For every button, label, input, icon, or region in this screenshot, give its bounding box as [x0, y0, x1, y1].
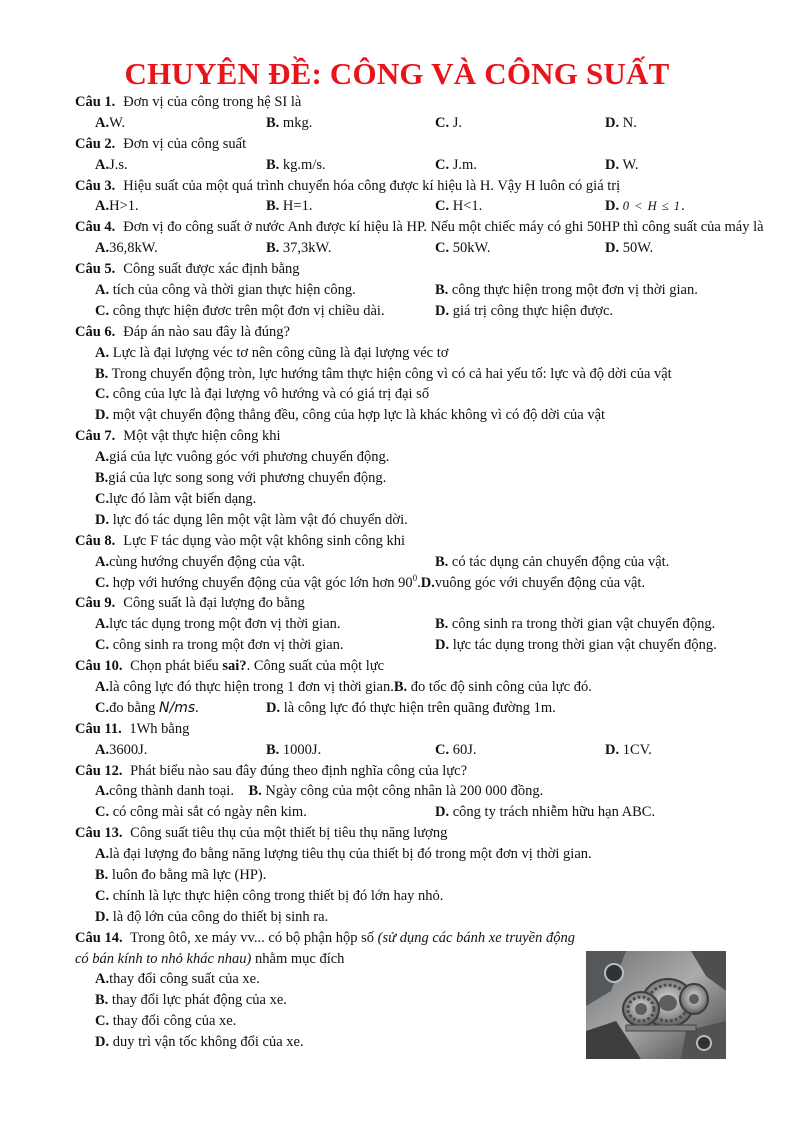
question-number: Câu 5. — [75, 261, 116, 278]
options-row — [75, 301, 765, 322]
option-d[interactable]: D.vuông góc với chuyển động của vật. — [420, 574, 646, 591]
option-c[interactable]: C. hợp với hướng chuyển động của vật góc lớn hơn $90^0$. — [95, 572, 421, 591]
question-text-tail: . Công suất của một lực — [246, 658, 385, 675]
option-a[interactable]: A.công thành danh toại. — [95, 783, 234, 800]
option-a[interactable]: A.H>1. — [95, 198, 139, 215]
option-c[interactable]: C. có công mài sắt có ngày nên kim. — [95, 804, 307, 821]
question-number: Câu 4. — [75, 219, 116, 236]
option-a[interactable]: A. Lực là đại lượng véc tơ nên công cũng là đại lượng véc tơ — [95, 344, 449, 361]
options-row — [75, 155, 765, 176]
question-8 — [75, 531, 765, 552]
question-11 — [75, 719, 765, 740]
options-row — [75, 781, 765, 802]
option-c[interactable]: C. 60J. — [435, 741, 477, 758]
option-a[interactable]: A.giá của lực vuông góc với phương chuyển động. — [95, 449, 390, 466]
question-note: (sử dụng các bánh xe truyền động có bán kính to nhỏ khác nhau) — [75, 929, 575, 967]
options-row — [75, 740, 765, 761]
option-c[interactable]: C.lực đó làm vật biến dạng. — [95, 490, 257, 507]
emphasis: sai? — [222, 658, 247, 675]
option-b[interactable]: B.giá của lực song song với phương chuyển động. — [95, 470, 387, 487]
question-number: Câu 7. — [75, 428, 116, 445]
option-b[interactable]: B. thay đổi lực phát động của xe. — [95, 992, 287, 1009]
question-number: Câu 8. — [75, 532, 116, 549]
question-number: Câu 6. — [75, 323, 116, 340]
option-a[interactable]: A.là đại lượng đo bằng năng lượng tiêu thụ của thiết bị đó trong một đơn vị thời gian. — [95, 846, 592, 863]
option-d[interactable]: D. giá trị công thực hiện được. — [435, 302, 614, 319]
option-c[interactable]: C. 50kW. — [435, 240, 491, 257]
options-row — [75, 196, 765, 217]
question-text: Đơn vị của công trong hệ SI là — [123, 94, 302, 110]
question-text: Công suất tiêu thụ của một thiết bị tiêu thụ năng lượng — [126, 825, 448, 842]
option-c[interactable]: C. công sinh ra trong một đơn vị thời gian. — [95, 637, 344, 654]
option-d[interactable]: D. công ty trách nhiễm hữu hạn ABC. — [435, 804, 656, 821]
question-10 — [75, 656, 765, 677]
option-c[interactable]: C. công thực hiện đươc trên một đơn vị chiều dài. — [95, 302, 385, 319]
option-c[interactable]: C. thay đổi công của xe. — [95, 1013, 237, 1030]
question-4 — [75, 217, 765, 238]
question-5 — [75, 259, 765, 280]
question-text: Hiệu suất của một quá trình chuyển hóa công được kí hiệu là H. Vậy H luôn có giá trị — [123, 177, 621, 194]
question-1 — [75, 92, 765, 113]
option-a[interactable]: A.thay đổi công suất của xe. — [95, 971, 260, 988]
option-d[interactable]: D. lực đó tác dụng lên một vật làm vật đó chuyển dời. — [95, 511, 408, 528]
option-b[interactable]: B. H=1. — [266, 198, 313, 215]
option-b[interactable]: B. luôn đo bằng mã lực (HP). — [95, 866, 267, 883]
options-row — [75, 677, 765, 698]
option-b[interactable]: B. đo tốc độ sinh công của lực đó. — [393, 678, 592, 695]
question-number: Câu 9. — [75, 595, 116, 612]
question-3 — [75, 176, 765, 197]
question-6 — [75, 322, 765, 343]
option-d[interactable]: D. là công lực đó thực hiện trên quãng đường 1m. — [266, 699, 556, 716]
question-14 — [75, 928, 575, 970]
option-d[interactable]: D. 50W. — [605, 240, 654, 257]
options-row — [75, 614, 765, 635]
option-a[interactable]: A.lực tác dụng trong một đơn vị thời gian. — [95, 616, 341, 633]
gearbox-icon — [586, 951, 726, 1059]
option-b[interactable]: B. mkg. — [266, 114, 313, 131]
options-row — [75, 238, 765, 259]
option-a[interactable]: A.3600J. — [95, 741, 148, 758]
question-number: Câu 12. — [75, 762, 123, 779]
question-text: Phát biểu nào sau đây đúng theo định nghĩa công của lực? — [126, 762, 468, 779]
option-d[interactable]: D. N. — [605, 114, 637, 131]
unit-formula: N/ms — [159, 699, 196, 716]
question-text: Công suất là đại lượng đo bằng — [123, 595, 305, 612]
option-c[interactable]: C. J.m. — [435, 156, 477, 173]
option-d[interactable]: D. một vật chuyển động thẳng đều, công của hợp lực là khác không vì có độ dời của vật — [95, 407, 606, 424]
question-7 — [75, 426, 765, 447]
option-c[interactable]: C. H<1. — [435, 198, 483, 215]
options-row — [75, 113, 765, 134]
options-row — [75, 552, 765, 573]
option-b[interactable]: B. 37,3kW. — [266, 240, 332, 257]
page-title: CHUYÊN ĐỀ: CÔNG VÀ CÔNG SUẤT — [124, 56, 670, 91]
question-text: Lực F tác dụng vào một vật không sinh công khi — [123, 532, 406, 549]
question-13 — [75, 823, 765, 844]
option-d[interactable]: D. W. — [605, 156, 639, 173]
option-d[interactable]: D. duy trì vận tốc không đổi của xe. — [95, 1034, 304, 1051]
option-b[interactable]: B. kg.m/s. — [266, 156, 326, 173]
option-a[interactable]: A.là công lực đó thực hiện trong 1 đơn vị thời gian. — [95, 678, 394, 695]
question-12 — [75, 761, 765, 782]
question-text: Công suất được xác định bằng — [123, 261, 300, 278]
question-list — [75, 92, 765, 1053]
option-d[interactable]: D. 0 < H ≤ 1. — [605, 198, 685, 215]
question-number: Câu 2. — [75, 135, 116, 152]
option-c[interactable]: C.đo bằng N/ms. — [95, 699, 199, 716]
question-number: Câu 11. — [75, 720, 122, 737]
option-a[interactable]: A.cùng hướng chuyển động của vật. — [95, 553, 306, 570]
option-a[interactable]: A.J.s. — [95, 156, 128, 173]
question-2 — [75, 134, 765, 155]
question-number: Câu 10. — [75, 658, 123, 675]
question-text: Đáp án nào sau đây là đúng? — [123, 323, 290, 340]
question-number: Câu 3. — [75, 177, 116, 194]
option-a[interactable]: A.W. — [95, 114, 126, 131]
option-d[interactable]: D. là độ lớn của công do thiết bị sinh ra. — [95, 908, 329, 925]
option-b[interactable]: B. Ngày công của một công nhân là 200 000 đồng. — [248, 783, 544, 800]
question-text: 1Wh bằng — [125, 720, 190, 737]
options-row — [75, 698, 765, 719]
option-d[interactable]: D. 1CV. — [605, 741, 652, 758]
question-text: Đơn vị của công suất — [123, 135, 247, 152]
options-row — [75, 573, 765, 594]
question-number: Câu 1. — [75, 94, 116, 110]
gearbox-photo — [586, 951, 726, 1059]
option-b[interactable]: B. có tác dụng cản chuyển động của vật. — [435, 553, 670, 570]
question-text: Chọn phát biểu — [126, 658, 223, 675]
option-d[interactable]: D. lực tác dụng trong thời gian vật chuyển động. — [435, 637, 717, 654]
option-b[interactable]: B. 1000J. — [266, 741, 322, 758]
option-a[interactable]: A. tích của công và thời gian thực hiện công. — [95, 282, 356, 299]
options-row — [75, 280, 765, 301]
option-c[interactable]: C. J. — [435, 114, 463, 131]
option-b[interactable]: B. công thực hiện trong một đơn vị thời gian. — [435, 282, 698, 299]
question-text: Đơn vị đo công suất ở nước Anh được kí hiệu là HP. Nếu một chiếc máy có ghi 50HP thì công suất của máy là — [123, 219, 764, 236]
question-9 — [75, 593, 765, 614]
question-number: Câu 14. — [75, 929, 123, 946]
question-text-tail: nhằm mục đích — [251, 950, 345, 967]
question-number: Câu 13. — [75, 825, 123, 842]
options-row — [75, 635, 765, 656]
question-text: Một vật thực hiện công khi — [123, 428, 281, 445]
option-c[interactable]: C. công của lực là đại lượng vô hướng và có giá trị đại số — [95, 386, 430, 403]
option-b[interactable]: B. công sinh ra trong thời gian vật chuyển động. — [435, 616, 716, 633]
option-a[interactable]: A.36,8kW. — [95, 240, 158, 257]
options-row — [75, 802, 765, 823]
option-b[interactable]: B. Trong chuyển động tròn, lực hướng tâm thực hiện công vì có cả hai yếu tố: lực và độ dời của vật — [95, 365, 672, 382]
question-text: Trong ôtô, xe máy vv... có bộ phận hộp số — [126, 929, 378, 946]
option-c[interactable]: C. chính là lực thực hiện công trong thiết bị đó lớn hay nhỏ. — [95, 887, 444, 904]
